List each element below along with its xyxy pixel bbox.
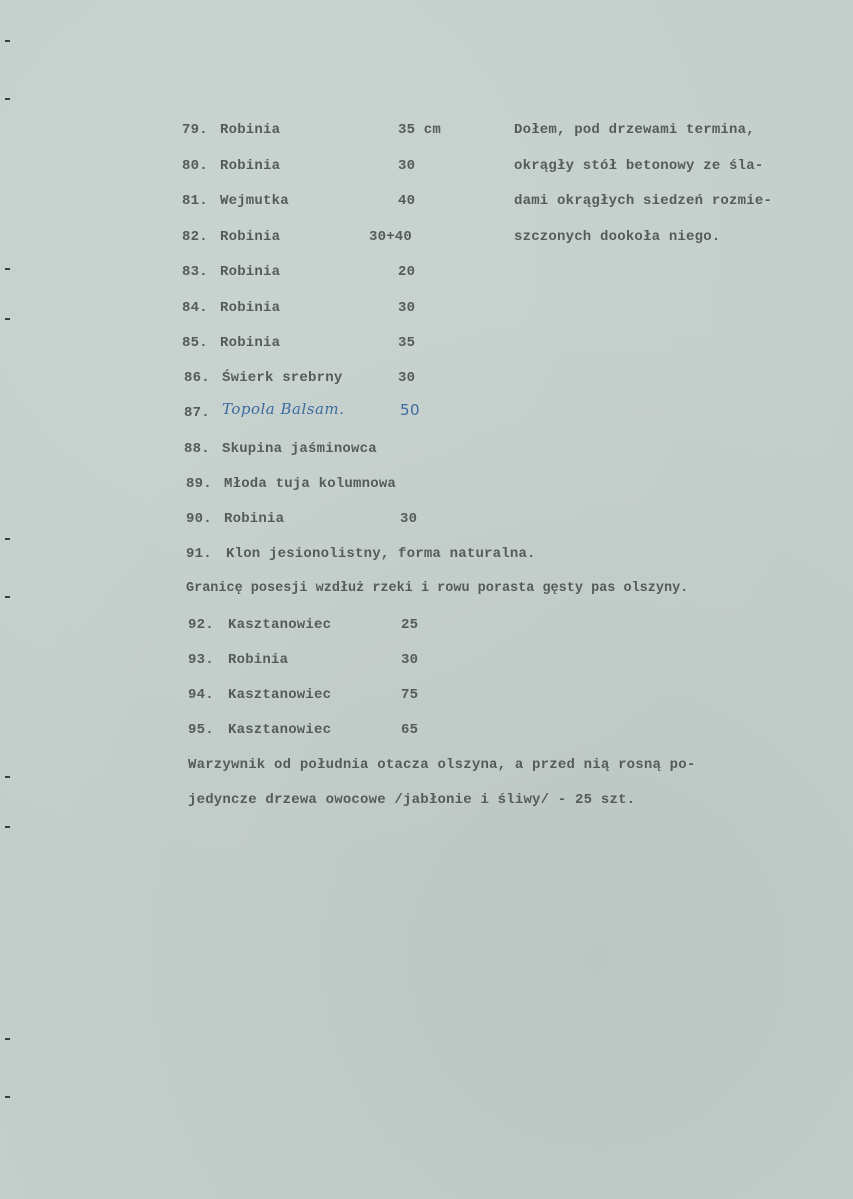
entry-name: Młoda tuja kolumnowa	[224, 476, 397, 492]
entry-value: 30+40	[369, 229, 413, 245]
entry-number: 82.	[182, 229, 208, 245]
entry-number: 94.	[188, 687, 214, 703]
entry-value: 30	[401, 652, 419, 668]
note-line: Dołem, pod drzewami termina,	[514, 122, 755, 138]
margin-mark	[5, 1096, 10, 1098]
entry-number: 86.	[184, 370, 210, 386]
entry-name: Robinia	[228, 652, 289, 668]
entry-name: Skupina jaśminowca	[222, 441, 377, 457]
entry-value: 65	[401, 722, 419, 738]
entry-name: Świerk srebrny	[222, 370, 343, 386]
entry-value-handwritten: 50	[400, 401, 421, 419]
entry-number: 90.	[186, 511, 212, 527]
margin-mark	[5, 1038, 10, 1040]
entry-value: 30	[398, 300, 416, 316]
entry-name: Robinia	[220, 122, 281, 138]
margin-mark	[5, 98, 10, 100]
margin-mark	[5, 596, 10, 598]
entry-value: 30	[398, 370, 416, 386]
entry-name: Wejmutka	[220, 193, 289, 209]
note-line: okrągły stół betonowy ze śla-	[514, 158, 764, 174]
margin-mark	[5, 826, 10, 828]
margin-mark	[5, 776, 10, 778]
border-paragraph: Granicę posesji wzdłuż rzeki i rowu porasta gęsty pas olszyny.	[186, 581, 689, 596]
note-line: dami okrągłych siedzeń rozmie-	[514, 193, 773, 209]
entry-name: Robinia	[220, 300, 281, 316]
margin-mark	[5, 268, 10, 270]
entry-number: 83.	[182, 264, 208, 280]
margin-mark	[5, 538, 10, 540]
note-line: szczonych dookoła niego.	[514, 229, 721, 245]
entry-name: Kasztanowiec	[228, 722, 332, 738]
entry-number: 88.	[184, 441, 210, 457]
entry-value: 40	[398, 193, 416, 209]
entry-number: 80.	[182, 158, 208, 174]
entry-name: Robinia	[220, 264, 281, 280]
entry-name: Klon jesionolistny, forma naturalna.	[226, 546, 536, 562]
entry-value: 20	[398, 264, 416, 280]
entry-name-handwritten: Topola Balsam.	[222, 400, 345, 418]
entry-value: 75	[401, 687, 419, 703]
entry-number: 84.	[182, 300, 208, 316]
entry-number: 93.	[188, 652, 214, 668]
entry-name: Robinia	[224, 511, 285, 527]
entry-number: 91.	[186, 546, 212, 562]
entry-name: Robinia	[220, 158, 281, 174]
entry-number: 81.	[182, 193, 208, 209]
entry-number: 85.	[182, 335, 208, 351]
margin-mark	[5, 318, 10, 320]
paragraph-line: Warzywnik od południa otacza olszyna, a przed nią rosną po-	[188, 757, 696, 773]
entry-value: 30	[400, 511, 418, 527]
entry-name: Robinia	[220, 335, 281, 351]
entry-value: 25	[401, 617, 419, 633]
entry-name: Robinia	[220, 229, 281, 245]
entry-name: Kasztanowiec	[228, 687, 332, 703]
entry-number: 87.	[184, 405, 210, 421]
entry-number: 89.	[186, 476, 212, 492]
entry-value: 35 cm	[398, 122, 442, 138]
entry-number: 92.	[188, 617, 214, 633]
entry-number: 79.	[182, 122, 208, 138]
entry-number: 95.	[188, 722, 214, 738]
paragraph-line: jedyncze drzewa owocowe /jabłonie i śliwy/ - 25 szt.	[188, 792, 636, 808]
margin-mark	[5, 40, 10, 42]
entry-value: 30	[398, 158, 416, 174]
entry-name: Kasztanowiec	[228, 617, 332, 633]
entry-value: 35	[398, 335, 416, 351]
